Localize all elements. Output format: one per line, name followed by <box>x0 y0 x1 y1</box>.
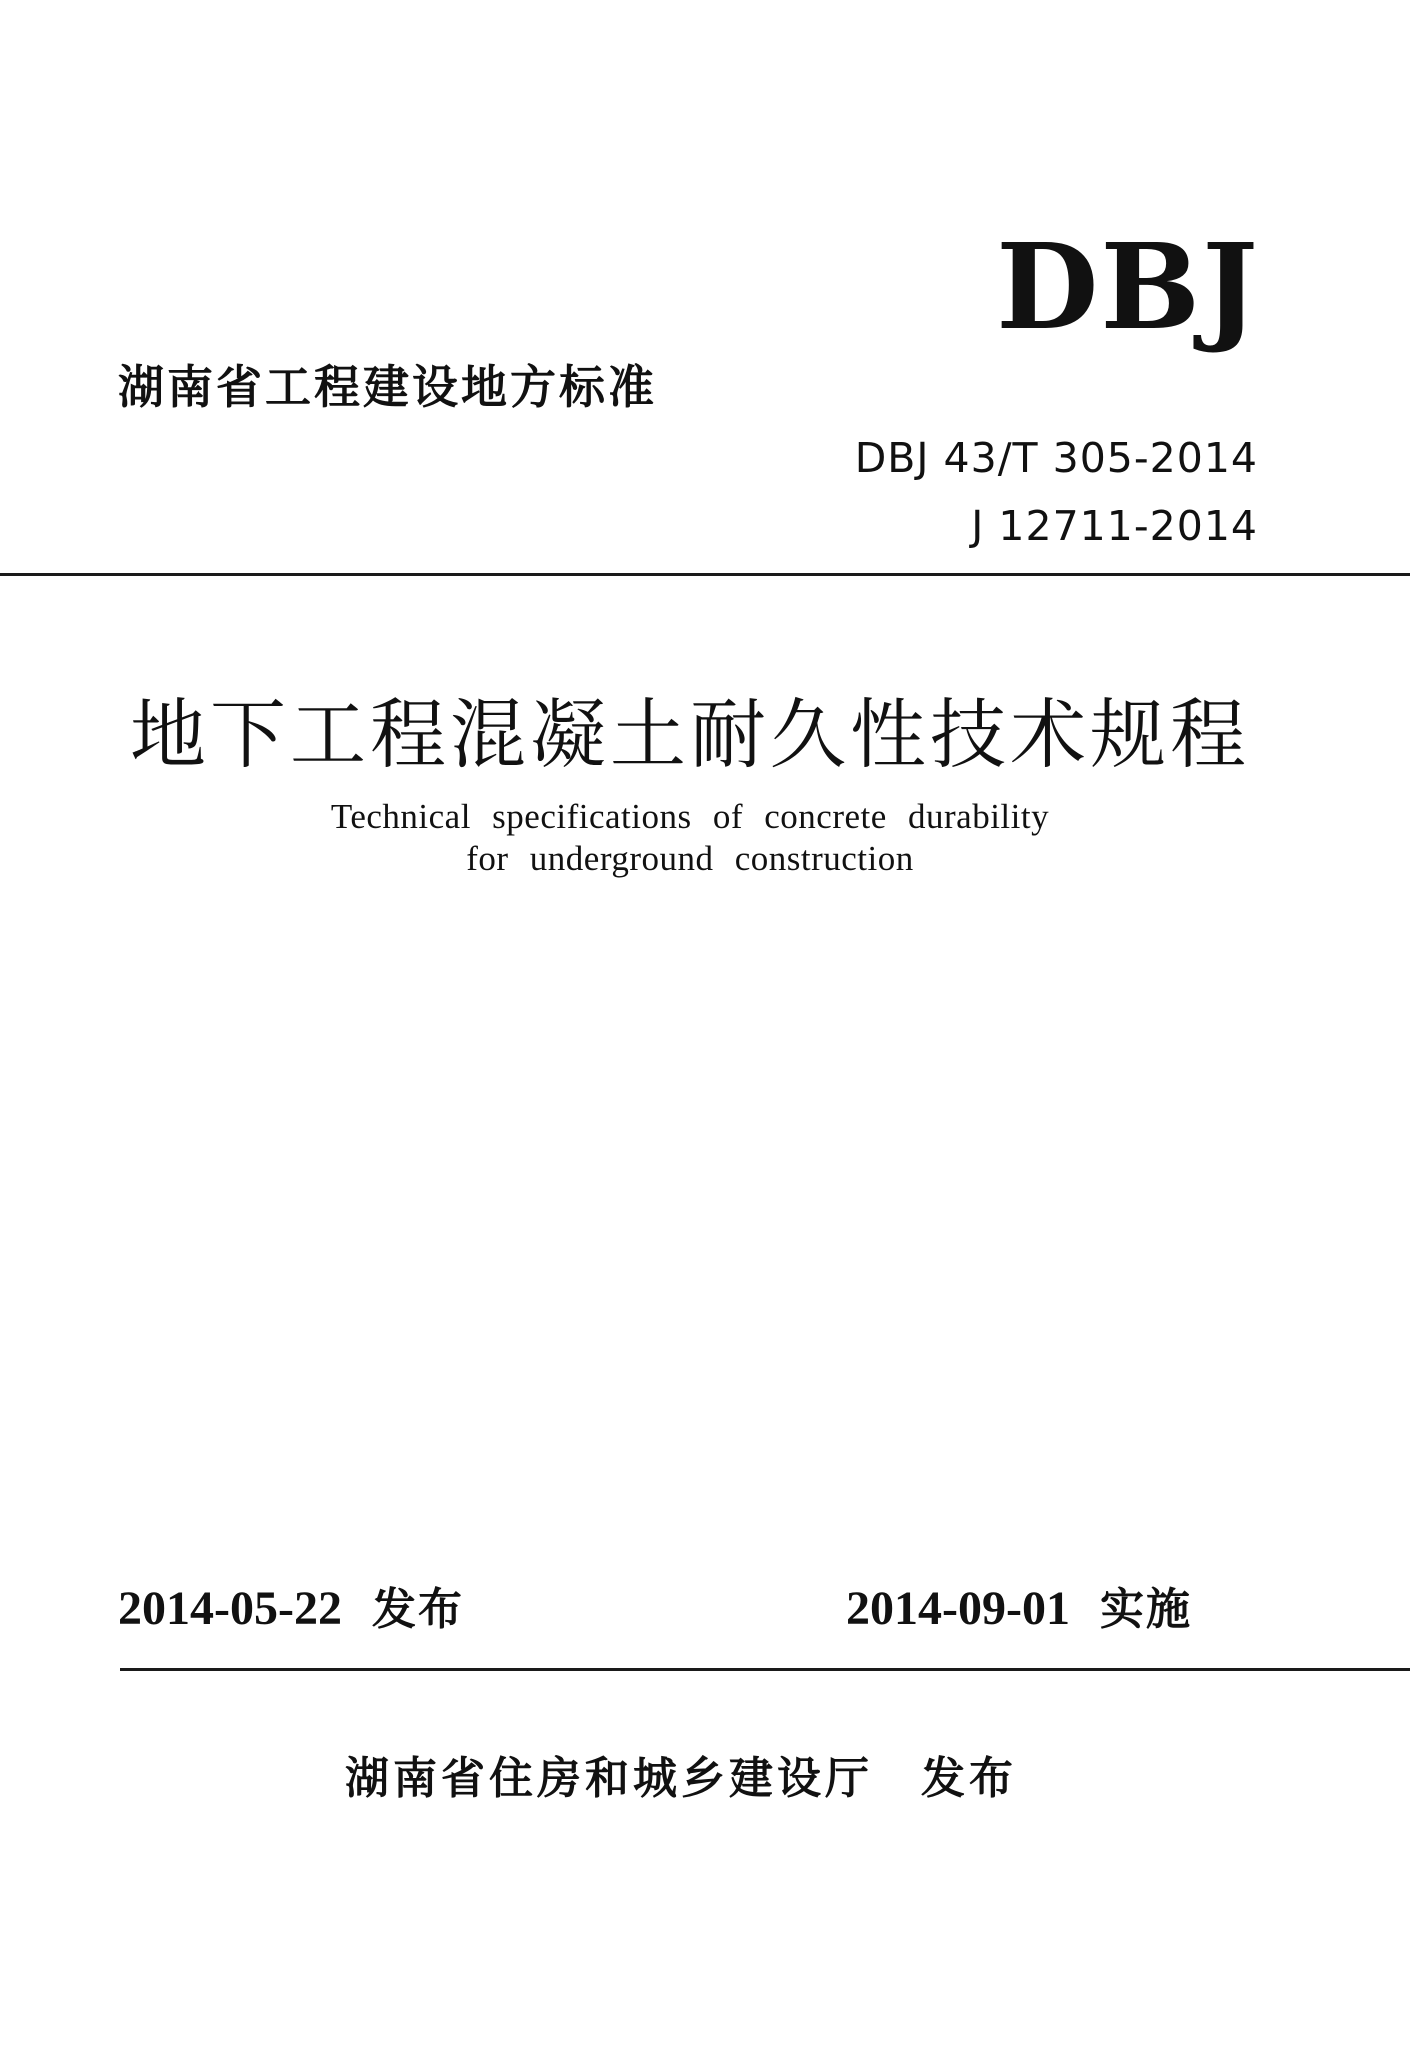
document-title-english-line2: for underground construction <box>466 839 914 878</box>
publisher-action: 发布 <box>921 1753 1017 1804</box>
document-title-chinese: 地下工程混凝土耐久性技术规程 <box>130 690 1250 779</box>
top-divider <box>0 573 1410 576</box>
bottom-divider <box>120 1668 1410 1671</box>
publisher-name: 湖南省住房和城乡建设厅 <box>345 1753 873 1804</box>
issue-label: 发布 <box>371 1584 464 1635</box>
effective-label: 实施 <box>1099 1584 1192 1635</box>
publisher-line <box>345 1755 1017 1803</box>
filing-number: J 12711-2014 <box>971 502 1258 550</box>
effective-date: 2014-09-01 <box>846 1582 1070 1635</box>
standard-logo: DBJ <box>996 217 1260 356</box>
standard-series: 湖南省工程建设地方标准 <box>118 360 657 414</box>
document-title-english-line1: Technical specifications of concrete durability <box>330 797 1050 836</box>
issue-date: 2014-05-22 <box>118 1582 342 1635</box>
effective-date-block <box>846 1583 1192 1636</box>
standard-code: DBJ 43/T 305-2014 <box>854 434 1258 482</box>
issue-date-block <box>118 1583 464 1636</box>
